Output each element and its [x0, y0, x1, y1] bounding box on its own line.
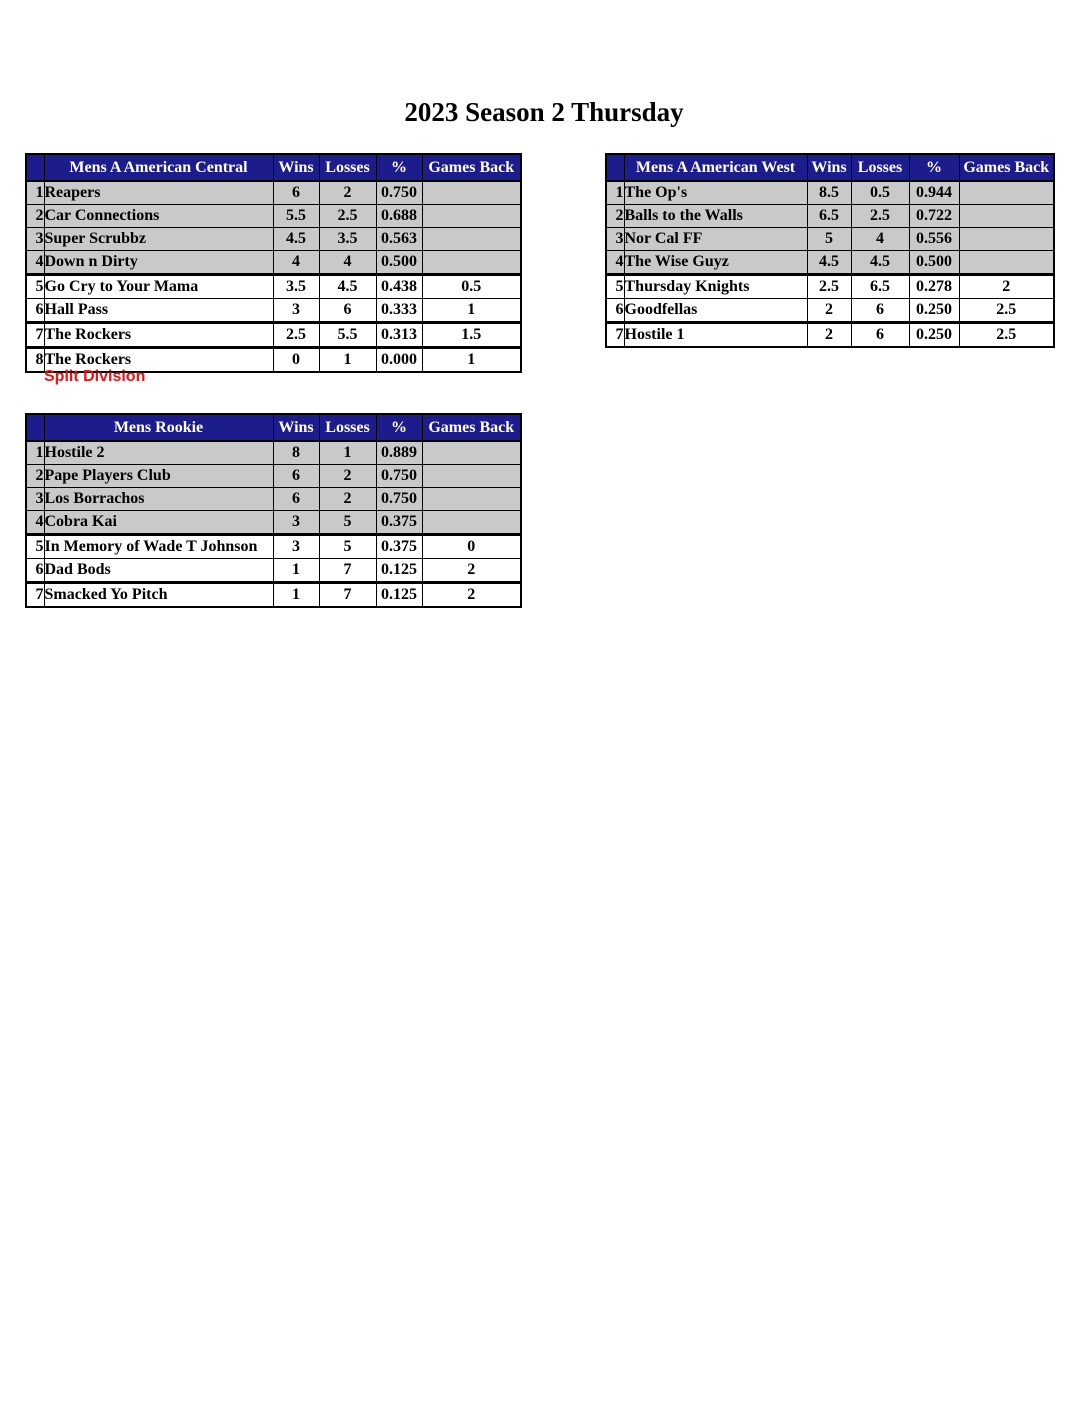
wins-cell: 5.5 — [273, 205, 319, 228]
losses-cell: 2 — [319, 181, 376, 205]
games-back-cell: 1 — [422, 348, 521, 373]
pct-cell: 0.750 — [376, 465, 422, 488]
wins-cell: 2.5 — [273, 323, 319, 348]
corner-cell — [26, 154, 44, 181]
losses-cell: 2 — [319, 488, 376, 511]
wins-cell: 2 — [807, 299, 851, 323]
rank-cell: 4 — [606, 251, 624, 275]
rank-cell: 2 — [26, 205, 44, 228]
standings-table-west — [605, 153, 1055, 348]
losses-header: Losses — [851, 154, 909, 181]
pct-cell: 0.563 — [376, 228, 422, 251]
pct-cell: 0.125 — [376, 559, 422, 583]
team-cell: Hall Pass — [44, 299, 273, 323]
division-name: Mens Rookie — [44, 414, 273, 441]
games-back-header: Games Back — [959, 154, 1054, 181]
games-back-cell: 0.5 — [422, 275, 521, 299]
pct-cell: 0.944 — [909, 181, 959, 205]
team-cell: Hostile 1 — [624, 323, 807, 348]
header-row — [26, 154, 521, 181]
table-row — [26, 441, 521, 465]
games-back-header: Games Back — [422, 154, 521, 181]
games-back-cell — [422, 441, 521, 465]
pct-header: % — [909, 154, 959, 181]
team-cell: The Op's — [624, 181, 807, 205]
table-row — [606, 275, 1054, 299]
pct-cell: 0.125 — [376, 583, 422, 608]
losses-cell: 4 — [851, 228, 909, 251]
corner-cell — [26, 414, 44, 441]
table-row — [26, 228, 521, 251]
losses-header: Losses — [319, 154, 376, 181]
wins-cell: 8 — [273, 441, 319, 465]
games-back-cell — [959, 251, 1054, 275]
team-cell: The Wise Guyz — [624, 251, 807, 275]
team-cell: Reapers — [44, 181, 273, 205]
games-back-cell: 0 — [422, 535, 521, 559]
losses-cell: 5 — [319, 535, 376, 559]
team-cell: Thursday Knights — [624, 275, 807, 299]
rank-cell: 6 — [26, 299, 44, 323]
losses-cell: 0.5 — [851, 181, 909, 205]
games-back-cell — [422, 465, 521, 488]
games-back-cell: 2 — [959, 275, 1054, 299]
pct-cell: 0.278 — [909, 275, 959, 299]
rank-cell: 4 — [26, 511, 44, 535]
pct-cell: 0.250 — [909, 323, 959, 348]
team-cell: Down n Dirty — [44, 251, 273, 275]
losses-cell: 7 — [319, 583, 376, 608]
pct-cell: 0.750 — [376, 488, 422, 511]
team-cell: The Rockers — [44, 323, 273, 348]
losses-cell: 7 — [319, 559, 376, 583]
games-back-cell — [422, 181, 521, 205]
wins-cell: 2.5 — [807, 275, 851, 299]
games-back-header: Games Back — [422, 414, 521, 441]
rank-cell: 5 — [606, 275, 624, 299]
wins-cell: 0 — [273, 348, 319, 373]
losses-cell: 1 — [319, 348, 376, 373]
table-row — [26, 275, 521, 299]
table-row — [26, 535, 521, 559]
pct-cell: 0.500 — [376, 251, 422, 275]
wins-cell: 2 — [807, 323, 851, 348]
rank-cell: 7 — [606, 323, 624, 348]
team-cell: Go Cry to Your Mama — [44, 275, 273, 299]
team-cell: Los Borrachos — [44, 488, 273, 511]
games-back-cell — [959, 205, 1054, 228]
table-row — [606, 228, 1054, 251]
rank-cell: 4 — [26, 251, 44, 275]
table-row — [606, 251, 1054, 275]
losses-cell: 2 — [319, 465, 376, 488]
team-cell: Cobra Kai — [44, 511, 273, 535]
rank-cell: 3 — [26, 488, 44, 511]
corner-cell — [606, 154, 624, 181]
wins-header: Wins — [273, 414, 319, 441]
games-back-cell — [422, 511, 521, 535]
losses-cell: 6 — [851, 299, 909, 323]
wins-cell: 6.5 — [807, 205, 851, 228]
team-cell: Balls to the Walls — [624, 205, 807, 228]
pct-cell: 0.375 — [376, 511, 422, 535]
pct-header: % — [376, 414, 422, 441]
pct-header: % — [376, 154, 422, 181]
table-row — [606, 323, 1054, 348]
losses-cell: 6 — [851, 323, 909, 348]
losses-cell: 3.5 — [319, 228, 376, 251]
rank-cell: 1 — [26, 181, 44, 205]
wins-cell: 5 — [807, 228, 851, 251]
games-back-cell — [959, 181, 1054, 205]
wins-cell: 1 — [273, 583, 319, 608]
wins-header: Wins — [273, 154, 319, 181]
games-back-cell: 1 — [422, 299, 521, 323]
wins-cell: 3 — [273, 299, 319, 323]
table-row — [606, 205, 1054, 228]
wins-cell: 6 — [273, 488, 319, 511]
wins-cell: 4 — [273, 251, 319, 275]
table-row — [606, 181, 1054, 205]
table-row — [26, 205, 521, 228]
table-row — [26, 583, 521, 608]
team-cell: Smacked Yo Pitch — [44, 583, 273, 608]
losses-cell: 1 — [319, 441, 376, 465]
pct-cell: 0.688 — [376, 205, 422, 228]
team-cell: Super Scrubbz — [44, 228, 273, 251]
team-cell: Car Connections — [44, 205, 273, 228]
games-back-cell — [422, 488, 521, 511]
rank-cell: 7 — [26, 583, 44, 608]
wins-cell: 4.5 — [807, 251, 851, 275]
standings-table-central — [25, 153, 522, 373]
team-cell: Nor Cal FF — [624, 228, 807, 251]
losses-cell: 6 — [319, 299, 376, 323]
losses-cell: 4 — [319, 251, 376, 275]
table-row — [26, 511, 521, 535]
games-back-cell: 2.5 — [959, 323, 1054, 348]
losses-cell: 5 — [319, 511, 376, 535]
header-row — [606, 154, 1054, 181]
wins-cell: 8.5 — [807, 181, 851, 205]
page-title: 2023 Season 2 Thursday — [404, 97, 684, 127]
table-row — [26, 465, 521, 488]
losses-cell: 2.5 — [851, 205, 909, 228]
table-row — [26, 488, 521, 511]
pct-cell: 0.250 — [909, 299, 959, 323]
rank-cell: 8 — [26, 348, 44, 373]
rank-cell: 6 — [26, 559, 44, 583]
games-back-cell: 2 — [422, 583, 521, 608]
games-back-cell — [959, 228, 1054, 251]
standings-table-rookie — [25, 413, 522, 608]
losses-cell: 5.5 — [319, 323, 376, 348]
wins-cell: 4.5 — [273, 228, 319, 251]
losses-header: Losses — [319, 414, 376, 441]
losses-cell: 4.5 — [851, 251, 909, 275]
wins-cell: 3.5 — [273, 275, 319, 299]
games-back-cell: 2 — [422, 559, 521, 583]
table-row — [26, 251, 521, 275]
division-name: Mens A American Central — [44, 154, 273, 181]
team-cell: Hostile 2 — [44, 441, 273, 465]
pct-cell: 0.000 — [376, 348, 422, 373]
rank-cell: 1 — [26, 441, 44, 465]
games-back-cell — [422, 251, 521, 275]
wins-header: Wins — [807, 154, 851, 181]
team-cell: The Rockers — [44, 348, 273, 373]
division-name: Mens A American West — [624, 154, 807, 181]
team-cell: In Memory of Wade T Johnson — [44, 535, 273, 559]
split-division-label: Split Division — [44, 368, 146, 385]
rank-cell: 1 — [606, 181, 624, 205]
rank-cell: 2 — [606, 205, 624, 228]
games-back-cell: 1.5 — [422, 323, 521, 348]
losses-cell: 2.5 — [319, 205, 376, 228]
table-row — [26, 559, 521, 583]
pct-cell: 0.889 — [376, 441, 422, 465]
pct-cell: 0.375 — [376, 535, 422, 559]
pct-cell: 0.750 — [376, 181, 422, 205]
table-row — [26, 323, 521, 348]
table-row — [606, 299, 1054, 323]
rank-cell: 3 — [26, 228, 44, 251]
pct-cell: 0.313 — [376, 323, 422, 348]
games-back-cell: 2.5 — [959, 299, 1054, 323]
pct-cell: 0.333 — [376, 299, 422, 323]
pct-cell: 0.556 — [909, 228, 959, 251]
games-back-cell — [422, 228, 521, 251]
team-cell: Dad Bods — [44, 559, 273, 583]
losses-cell: 6.5 — [851, 275, 909, 299]
losses-cell: 4.5 — [319, 275, 376, 299]
table-row — [26, 299, 521, 323]
wins-cell: 3 — [273, 511, 319, 535]
rank-cell: 3 — [606, 228, 624, 251]
header-row — [26, 414, 521, 441]
pct-cell: 0.722 — [909, 205, 959, 228]
rank-cell: 6 — [606, 299, 624, 323]
wins-cell: 6 — [273, 465, 319, 488]
team-cell: Pape Players Club — [44, 465, 273, 488]
rank-cell: 7 — [26, 323, 44, 348]
games-back-cell — [422, 205, 521, 228]
rank-cell: 5 — [26, 275, 44, 299]
rank-cell: 2 — [26, 465, 44, 488]
rank-cell: 5 — [26, 535, 44, 559]
table-row — [26, 181, 521, 205]
wins-cell: 3 — [273, 535, 319, 559]
team-cell: Goodfellas — [624, 299, 807, 323]
pct-cell: 0.438 — [376, 275, 422, 299]
wins-cell: 1 — [273, 559, 319, 583]
pct-cell: 0.500 — [909, 251, 959, 275]
wins-cell: 6 — [273, 181, 319, 205]
